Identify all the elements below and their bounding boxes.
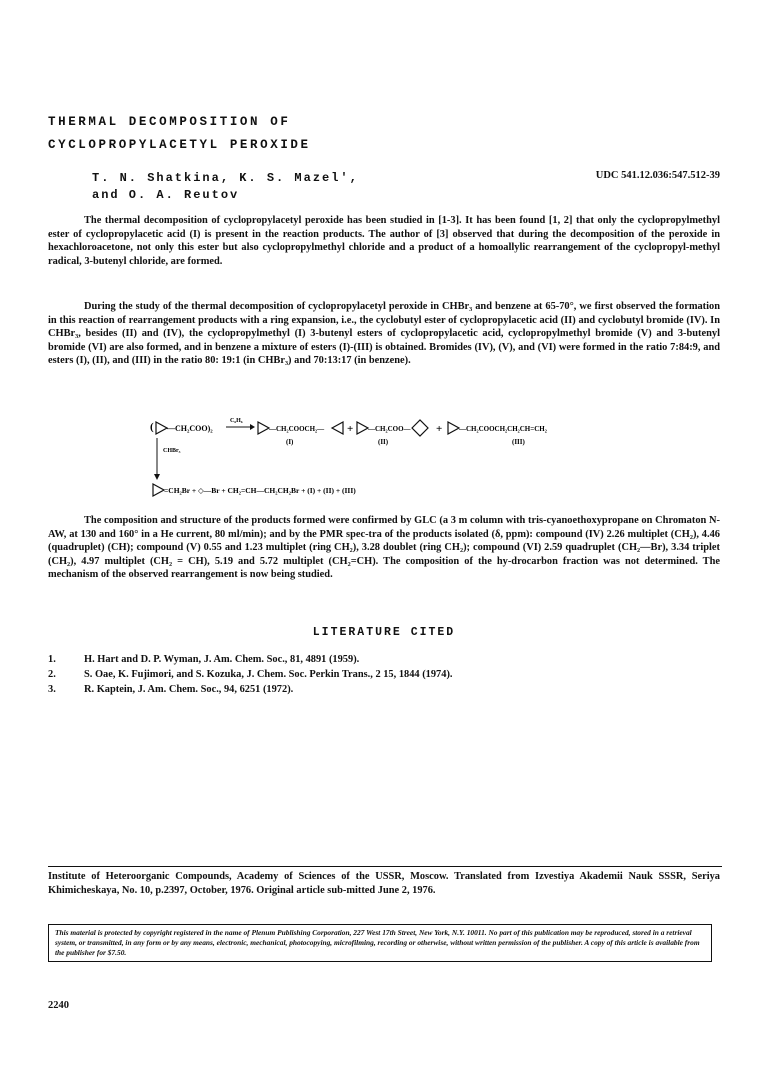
scheme-label-3: (III) — [512, 438, 525, 446]
reference-number: 3. — [48, 684, 56, 695]
cyclopropane-ring-icon — [153, 484, 164, 496]
paragraph-2-text: During the study of the thermal decomposition of cyclopropylacetyl peroxide in CHBr₃ and benzene at 65-70°, we first observed the formation in this reaction of rearrangement products with a ring expansion, i.e., the cyclobutyl ester of cyclopropylacetic acid (II) and cyclobutyl bromide (IV). In CHBr₃, besides (II) and (IV), the cyclopropylmethyl (I) 3-butenyl esters of cyclopropylacetic acid, cyclopropylmethyl bromide (V) and 3-butenyl bromide (VI) are also formed, and in benzene a mixture of esters (I)-(III) is obtained. Bromides (IV), (V), and (VI) were formed in the ratio 7:84:9, and esters (I), (II), and (III) in the ratio 80: 19:1 (in CHBr₃) and 70:13:17 (in benzene). — [48, 301, 720, 367]
scheme-paren: ( — [150, 421, 154, 433]
reaction-scheme — [150, 414, 630, 504]
cyclopropane-ring-icon — [357, 422, 368, 434]
reference-item — [48, 669, 728, 684]
paragraph-3-text: The composition and structure of the products formed were confirmed by GLC (a 3 m column with tris-cyanoethoxypropane on Chromaton N-AW, at 130 and 160° in a He current, 80 ml/min); and by the PMR spec-tra of the products isolated (δ, ppm): compound (IV) 2.26 multiplet (CH₂), 4.46 (quadruplet) (CH); compound (V) 0.55 and 1.23 multiplet (ring CH₂), 3.28 doublet (ring CH₂); compound (VI) 2.59 quadruplet (CH₂—Br), 3.34 triplet (CH₂), 4.97 multiplet (CH₂ = CH), 5.19 and 5.72 multiplet (CH₂=CH). The composition of the hy-drocarbon fraction was not determined. The mechanism of the observed rearrangement is now being studied. — [48, 515, 720, 581]
scheme-product-1: —CH₂COOCH₂— — [269, 425, 325, 433]
cyclopropane-ring-icon — [258, 422, 269, 434]
paragraph-2 — [48, 300, 720, 368]
cyclopropane-ring-icon — [156, 422, 167, 434]
reference-list — [48, 654, 728, 699]
scheme-label-2: (II) — [378, 438, 389, 446]
cyclopropane-ring-icon — [332, 422, 343, 434]
scheme-arrow-side: CHBr₃ — [163, 448, 181, 454]
authors-line-2: and O. A. Reutov — [92, 188, 240, 202]
scheme-plus-2: + — [436, 423, 443, 435]
literature-heading: LITERATURE CITED — [312, 626, 456, 639]
reference-number: 1. — [48, 654, 56, 665]
copyright-box — [48, 924, 712, 962]
cyclobutane-ring-icon — [412, 420, 428, 436]
scheme-plus-1: + — [347, 423, 354, 435]
scheme-label-1: (I) — [286, 438, 294, 446]
scheme-product-3: —CH₂COOCH₂CH₂CH=CH₂ — [459, 425, 547, 433]
title-line-1: THERMAL DECOMPOSITION OF — [48, 115, 291, 129]
cyclopropane-ring-icon — [448, 422, 459, 434]
reference-text: H. Hart and D. P. Wyman, J. Am. Chem. Soc., 81, 4891 (1959). — [84, 654, 360, 665]
scheme-arrow-top: C₆H₆ — [230, 418, 243, 424]
paragraph-1 — [48, 214, 720, 268]
title-line-2: CYCLOPROPYLACETYL PEROXIDE — [48, 138, 311, 152]
udc-code: UDC 541.12.036:547.512-39 — [595, 170, 720, 181]
paragraph-1-text: The thermal decomposition of cyclopropylacetyl peroxide has been studied in [1-3]. It has been found [1, 2] that only the cyclopropylmethyl ester of cyclopropylacetic acid (I) is present in the reaction products. The author of [3] observed that during the decomposition of the peroxide in hexachloroacetone, not only this ester but also cyclopropylmethyl chloride and a product of a homoallylic rearrangement of the cyclopropyl-methyl radical, 3-butenyl chloride, are formed. — [48, 215, 720, 267]
paragraph-3 — [48, 514, 720, 582]
reference-text: S. Oae, K. Fujimori, and S. Kozuka, J. Chem. Soc. Perkin Trans., 2 15, 1844 (1974). — [84, 669, 453, 680]
arrow-head-icon — [154, 474, 160, 480]
reference-item — [48, 654, 728, 669]
reference-number: 2. — [48, 669, 56, 680]
page-number: 2240 — [48, 1000, 69, 1011]
authors-line-1: T. N. Shatkina, K. S. Mazel', — [92, 171, 359, 185]
arrow-head-icon — [250, 424, 255, 430]
scheme-product-2: —CH₂COO— — [368, 425, 411, 433]
authors — [92, 170, 359, 204]
reference-text: R. Kaptein, J. Am. Chem. Soc., 94, 6251 (1972). — [84, 684, 294, 695]
footnote: Institute of Heteroorganic Compounds, Academy of Sciences of the USSR, Moscow. Translated from Izvestiya Akademii Nauk SSSR, Seriya Khimicheskaya, No. 10, p.2397, October, 1976. Original article sub-mitted June 2, 1976. — [48, 871, 720, 896]
scheme-reactant: —CH₂COO)₂ — [167, 424, 213, 433]
scheme-bottom-line: =CH₂Br + ◇—Br + CH₂=CH—CH₂CH₂Br + (I) + (II) + (III) — [164, 486, 356, 495]
reference-item — [48, 684, 728, 699]
footnote-rule — [48, 866, 722, 867]
copyright-text: This material is protected by copyright registered in the name of Plenum Publishing Corporation, 227 West 17th Street, New York, N.Y. 10011. No part of this publication may be reproduced, stored in a retrieval system, or transmitted, in any form or by any means, electronic, mechanical, photocopying, microfilming, recording or otherwise, without written permission of the publisher. A copy of this article is available from the publisher for $7.50. — [55, 928, 700, 957]
